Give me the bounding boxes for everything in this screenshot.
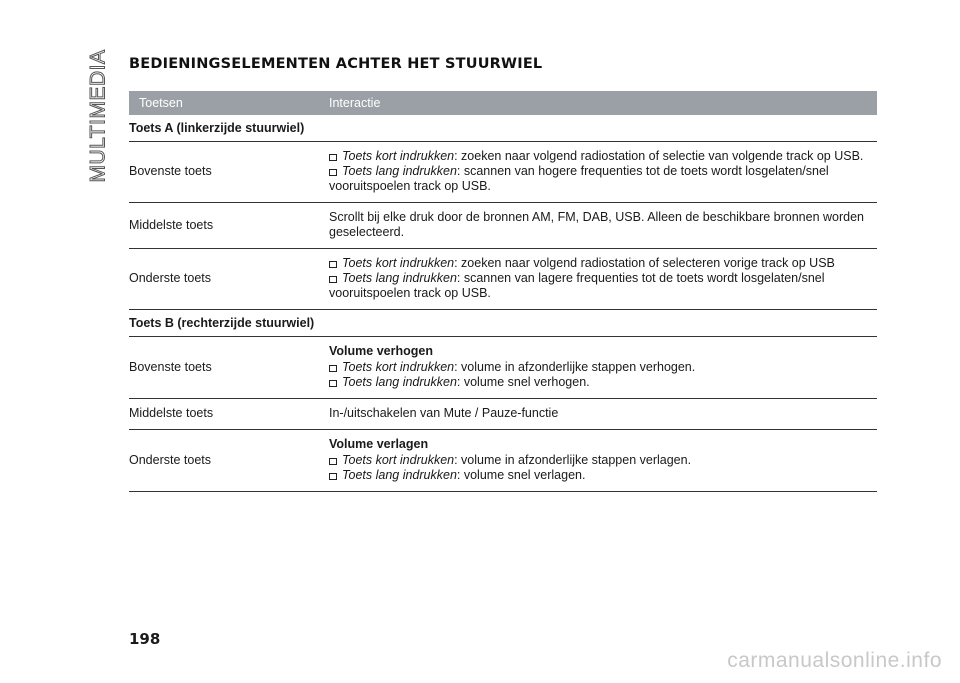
bullet-item (329, 256, 877, 271)
row-key: Middelste toets (129, 406, 214, 420)
bullet-text: : volume snel verhogen. (456, 375, 590, 389)
bullet-item (329, 149, 877, 164)
bullet-item (329, 164, 877, 194)
checkbox-bullet-icon (329, 154, 337, 161)
row-key: Bovenste toets (129, 359, 212, 374)
row-interaction (329, 149, 877, 194)
checkbox-bullet-icon (329, 365, 337, 372)
bullet-label: Toets kort indrukken (342, 360, 455, 374)
row-key: Onderste toets (129, 452, 211, 467)
controls-table (129, 91, 877, 492)
header-keys: Toetsen (139, 96, 183, 110)
row-interaction (329, 256, 877, 301)
bullet-label: Toets kort indrukken (342, 149, 455, 163)
table-row (129, 249, 877, 310)
row-interaction (329, 344, 877, 390)
row-subheading: Volume verlagen (329, 437, 429, 451)
bullet-item (329, 360, 877, 375)
bullet-text: : scannen van hogere frequenties tot de toets wordt losgelaten/snel vooruitspoelen track op USB. (329, 164, 829, 193)
table-row (129, 337, 877, 399)
table-header (129, 91, 877, 115)
checkbox-bullet-icon (329, 169, 337, 176)
bullet-text: : volume in afzonderlijke stappen verhogen. (454, 360, 696, 374)
watermark: carmanualsonline.info (727, 649, 942, 672)
page-number: 198 (129, 630, 161, 648)
bullet-item (329, 375, 877, 390)
page-title: BEDIENINGSELEMENTEN ACHTER HET STUURWIEL (129, 56, 543, 72)
bullet-label: Toets lang indrukken (342, 164, 457, 178)
row-interaction: Scrollt bij elke druk door de bronnen AM, FM, DAB, USB. Alleen de beschikbare bronnen worden geselecteerd. (329, 210, 865, 239)
group-heading-a: Toets A (linkerzijde stuurwiel) (129, 115, 877, 142)
section-side-label (86, 46, 110, 186)
bullet-text: : volume snel verlagen. (456, 468, 586, 482)
bullet-label: Toets lang indrukken (342, 271, 457, 285)
bullet-label: Toets kort indrukken (342, 453, 455, 467)
table-row (129, 430, 877, 492)
row-key: Onderste toets (129, 271, 211, 285)
row-key: Bovenste toets (129, 164, 212, 178)
row-interaction: In-/uitschakelen van Mute / Pauze-functie (329, 406, 559, 420)
table-row (129, 203, 877, 249)
section-side-label-text: MULTIMEDIA (86, 49, 110, 183)
checkbox-bullet-icon (329, 261, 337, 268)
checkbox-bullet-icon (329, 473, 337, 480)
bullet-text: : zoeken naar volgend radiostation of selecteren vorige track op USB (454, 256, 835, 270)
row-key: Middelste toets (129, 217, 214, 232)
row-subheading: Volume verhogen (329, 344, 433, 358)
bullet-label: Toets lang indrukken (342, 468, 457, 482)
bullet-text: : zoeken naar volgend radiostation of selectie van volgende track op USB. (454, 149, 864, 163)
checkbox-bullet-icon (329, 380, 337, 387)
bullet-item (329, 271, 877, 301)
table-row (129, 399, 877, 430)
bullet-item (329, 453, 877, 468)
bullet-label: Toets lang indrukken (342, 375, 457, 389)
checkbox-bullet-icon (329, 458, 337, 465)
bullet-label: Toets kort indrukken (342, 256, 455, 270)
header-interaction: Interactie (329, 96, 381, 110)
bullet-text: : scannen van lagere frequenties tot de toets wordt losgelaten/snel vooruitspoelen track op USB. (329, 271, 825, 300)
table-row (129, 142, 877, 203)
group-heading-b: Toets B (rechterzijde stuurwiel) (129, 310, 877, 337)
bullet-text: : volume in afzonderlijke stappen verlagen. (454, 453, 692, 467)
checkbox-bullet-icon (329, 276, 337, 283)
bullet-item (329, 468, 877, 483)
row-interaction (329, 437, 877, 483)
